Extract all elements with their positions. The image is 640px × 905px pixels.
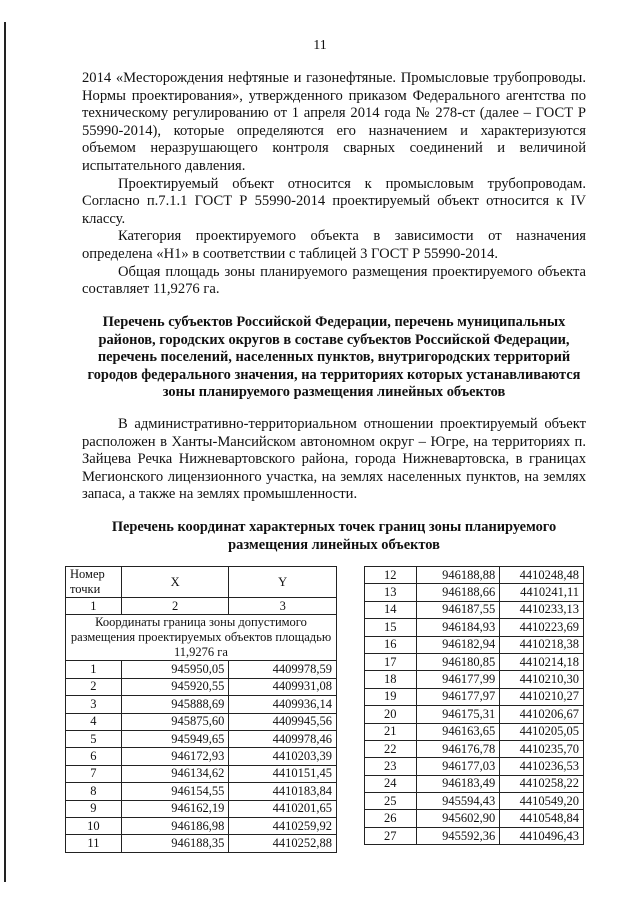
y-coordinate-cell: 4410496,43 — [500, 827, 584, 844]
y-coordinate-cell: 4410248,48 — [500, 567, 584, 584]
x-coordinate-cell: 945594,43 — [416, 793, 500, 810]
point-number-cell: 1 — [66, 661, 122, 678]
point-number-cell: 10 — [66, 817, 122, 834]
point-number-cell: 7 — [66, 765, 122, 782]
x-coordinate-cell: 946183,49 — [416, 775, 500, 792]
paragraph-gost-continuation: 2014 «Месторождения нефтяные и газонефтяные. Промысловые трубопроводы. Нормы проектирования», утвержденного приказом Федерального агентства по техническому регулированию от 1 апреля 2014 года № 278-ст (далее – ГОСТ Р 55990-2014), которые определяются его назначением и характеризуются объемом неразрушающего контроля сварных соединений и величиной испытательного давления. — [82, 70, 586, 174]
point-number-cell: 26 — [365, 810, 417, 827]
x-coordinate-cell: 946182,94 — [416, 636, 500, 653]
y-coordinate-cell: 4410233,13 — [500, 601, 584, 618]
table-row — [66, 835, 337, 852]
y-coordinate-cell: 4410210,30 — [500, 671, 584, 688]
table-row — [365, 827, 584, 844]
page-edge-line — [4, 22, 6, 882]
x-coordinate-cell: 946188,35 — [121, 835, 229, 852]
y-coordinate-cell: 4410201,65 — [229, 800, 337, 817]
x-coordinate-cell: 946134,62 — [121, 765, 229, 782]
table-row — [365, 758, 584, 775]
point-number-cell: 16 — [365, 636, 417, 653]
point-number-cell: 17 — [365, 653, 417, 670]
y-coordinate-cell: 4410206,67 — [500, 706, 584, 723]
y-coordinate-cell: 4410218,38 — [500, 636, 584, 653]
table-row — [365, 653, 584, 670]
y-coordinate-cell: 4410548,84 — [500, 810, 584, 827]
y-coordinate-cell: 4410205,05 — [500, 723, 584, 740]
y-coordinate-cell: 4409978,46 — [229, 730, 337, 747]
point-number-cell: 2 — [66, 678, 122, 695]
intro-text — [82, 70, 586, 299]
x-coordinate-cell: 946177,99 — [416, 671, 500, 688]
table-row — [66, 713, 337, 730]
page-number: 11 — [313, 38, 327, 53]
location-text — [82, 416, 586, 504]
point-number-cell: 6 — [66, 748, 122, 765]
table-row — [365, 619, 584, 636]
x-coordinate-cell: 946177,03 — [416, 758, 500, 775]
point-number-cell: 8 — [66, 783, 122, 800]
x-coordinate-cell: 946187,55 — [416, 601, 500, 618]
x-coordinate-cell: 945949,65 — [121, 730, 229, 747]
y-coordinate-cell: 4410549,20 — [500, 793, 584, 810]
table-row — [66, 696, 337, 713]
table-row — [365, 706, 584, 723]
y-coordinate-cell: 4409945,56 — [229, 713, 337, 730]
x-coordinate-cell: 945602,90 — [416, 810, 500, 827]
table-row — [66, 817, 337, 834]
point-number-cell: 15 — [365, 619, 417, 636]
y-coordinate-cell: 4409931,08 — [229, 678, 337, 695]
x-coordinate-cell: 945888,69 — [121, 696, 229, 713]
zone-note: Координаты граница зоны допустимого размещения проектируемых объектов площадью 11,9276 га — [66, 615, 337, 661]
point-number-cell: 21 — [365, 723, 417, 740]
y-coordinate-cell: 4410235,70 — [500, 740, 584, 757]
point-number-cell: 19 — [365, 688, 417, 705]
point-number-cell: 14 — [365, 601, 417, 618]
point-number-cell: 23 — [365, 758, 417, 775]
table-row — [66, 800, 337, 817]
x-coordinate-cell: 945950,05 — [121, 661, 229, 678]
paragraph-location: В административно-территориальном отношении проектируемый объект расположен в Ханты-Мансийском автономном округ – Югре, на территориях п. Зайцева Речка Нижневартовского района, города Нижневартовска, в границах Мегионского лицензионного участка, на землях населенных пунктов, на землях запаса, а также на землях промышленности. — [82, 416, 586, 503]
x-coordinate-cell: 946172,93 — [121, 748, 229, 765]
y-coordinate-cell: 4410203,39 — [229, 748, 337, 765]
x-coordinate-cell: 946176,78 — [416, 740, 500, 757]
x-coordinate-cell: 946177,97 — [416, 688, 500, 705]
heading-coordinates-list: Перечень координат характерных точек границ зоны планируемого размещения линейных объектов — [111, 519, 557, 553]
table-row — [66, 678, 337, 695]
y-coordinate-cell: 4410258,22 — [500, 775, 584, 792]
point-number-cell: 22 — [365, 740, 417, 757]
y-coordinate-cell: 4409978,59 — [229, 661, 337, 678]
point-number-cell: 3 — [66, 696, 122, 713]
table-row — [66, 730, 337, 747]
point-number-cell: 9 — [66, 800, 122, 817]
point-number-cell: 20 — [365, 706, 417, 723]
x-coordinate-cell: 946188,66 — [416, 584, 500, 601]
header-x: X — [121, 567, 229, 598]
x-coordinate-cell: 945592,36 — [416, 827, 500, 844]
table-row — [365, 793, 584, 810]
table-row — [66, 783, 337, 800]
table-row — [365, 810, 584, 827]
table-row — [365, 688, 584, 705]
table-row — [365, 601, 584, 618]
x-coordinate-cell: 945920,55 — [121, 678, 229, 695]
x-coordinate-cell: 946186,98 — [121, 817, 229, 834]
index-cell: 2 — [121, 598, 229, 615]
y-coordinate-cell: 4410183,84 — [229, 783, 337, 800]
y-coordinate-cell: 4410252,88 — [229, 835, 337, 852]
point-number-cell: 25 — [365, 793, 417, 810]
table-index-row — [66, 598, 337, 615]
y-coordinate-cell: 4410151,45 — [229, 765, 337, 782]
point-number-cell: 18 — [365, 671, 417, 688]
y-coordinate-cell: 4409936,14 — [229, 696, 337, 713]
table-row — [66, 765, 337, 782]
y-coordinate-cell: 4410223,69 — [500, 619, 584, 636]
point-number-cell: 13 — [365, 584, 417, 601]
table-row — [365, 740, 584, 757]
table-row — [365, 636, 584, 653]
x-coordinate-cell: 946162,19 — [121, 800, 229, 817]
table-row — [365, 567, 584, 584]
x-coordinate-cell: 945875,60 — [121, 713, 229, 730]
heading-subjects-list: Перечень субъектов Российской Федерации, перечень муниципальных районов, городских округов в составе субъектов Российской Федерации, перечень поселений, населенных пунктов, внутригородских территорий городов федерального значения, на территориях которых устанавливаются зоны планируемого размещения линейных объектов — [87, 314, 581, 401]
y-coordinate-cell: 4410210,27 — [500, 688, 584, 705]
x-coordinate-cell: 946188,88 — [416, 567, 500, 584]
coordinates-table-left — [65, 566, 337, 853]
table-row — [365, 775, 584, 792]
y-coordinate-cell: 4410241,11 — [500, 584, 584, 601]
paragraph-total-area: Общая площадь зоны планируемого размещения проектируемого объекта составляет 11,9276 га. — [82, 263, 586, 298]
index-cell: 1 — [66, 598, 122, 615]
table-header-row — [66, 567, 337, 598]
index-cell: 3 — [229, 598, 337, 615]
header-point-number: Номер точки — [66, 567, 122, 598]
y-coordinate-cell: 4410214,18 — [500, 653, 584, 670]
y-coordinate-cell: 4410259,92 — [229, 817, 337, 834]
x-coordinate-cell: 946180,85 — [416, 653, 500, 670]
table-row — [66, 748, 337, 765]
table-row — [365, 723, 584, 740]
point-number-cell: 24 — [365, 775, 417, 792]
point-number-cell: 11 — [66, 835, 122, 852]
header-y: Y — [229, 567, 337, 598]
y-coordinate-cell: 4410236,53 — [500, 758, 584, 775]
x-coordinate-cell: 946175,31 — [416, 706, 500, 723]
paragraph-object-category: Категория проектируемого объекта в зависимости от назначения определена «Н1» в соответствии с таблицей 3 ГОСТ Р 55990-2014. — [82, 228, 586, 262]
point-number-cell: 5 — [66, 730, 122, 747]
table-row — [365, 584, 584, 601]
paragraph-object-class: Проектируемый объект относится к промысловым трубопроводам. Согласно п.7.1.1 ГОСТ Р 55990-2014 проектируемый объект относится к IV классу. — [82, 175, 586, 227]
x-coordinate-cell: 946163,65 — [416, 723, 500, 740]
point-number-cell: 4 — [66, 713, 122, 730]
x-coordinate-cell: 946184,93 — [416, 619, 500, 636]
point-number-cell: 27 — [365, 827, 417, 844]
table-row — [66, 661, 337, 678]
coordinates-table-right — [364, 566, 584, 845]
point-number-cell: 12 — [365, 567, 417, 584]
zone-note-row — [66, 615, 337, 661]
x-coordinate-cell: 946154,55 — [121, 783, 229, 800]
table-row — [365, 671, 584, 688]
